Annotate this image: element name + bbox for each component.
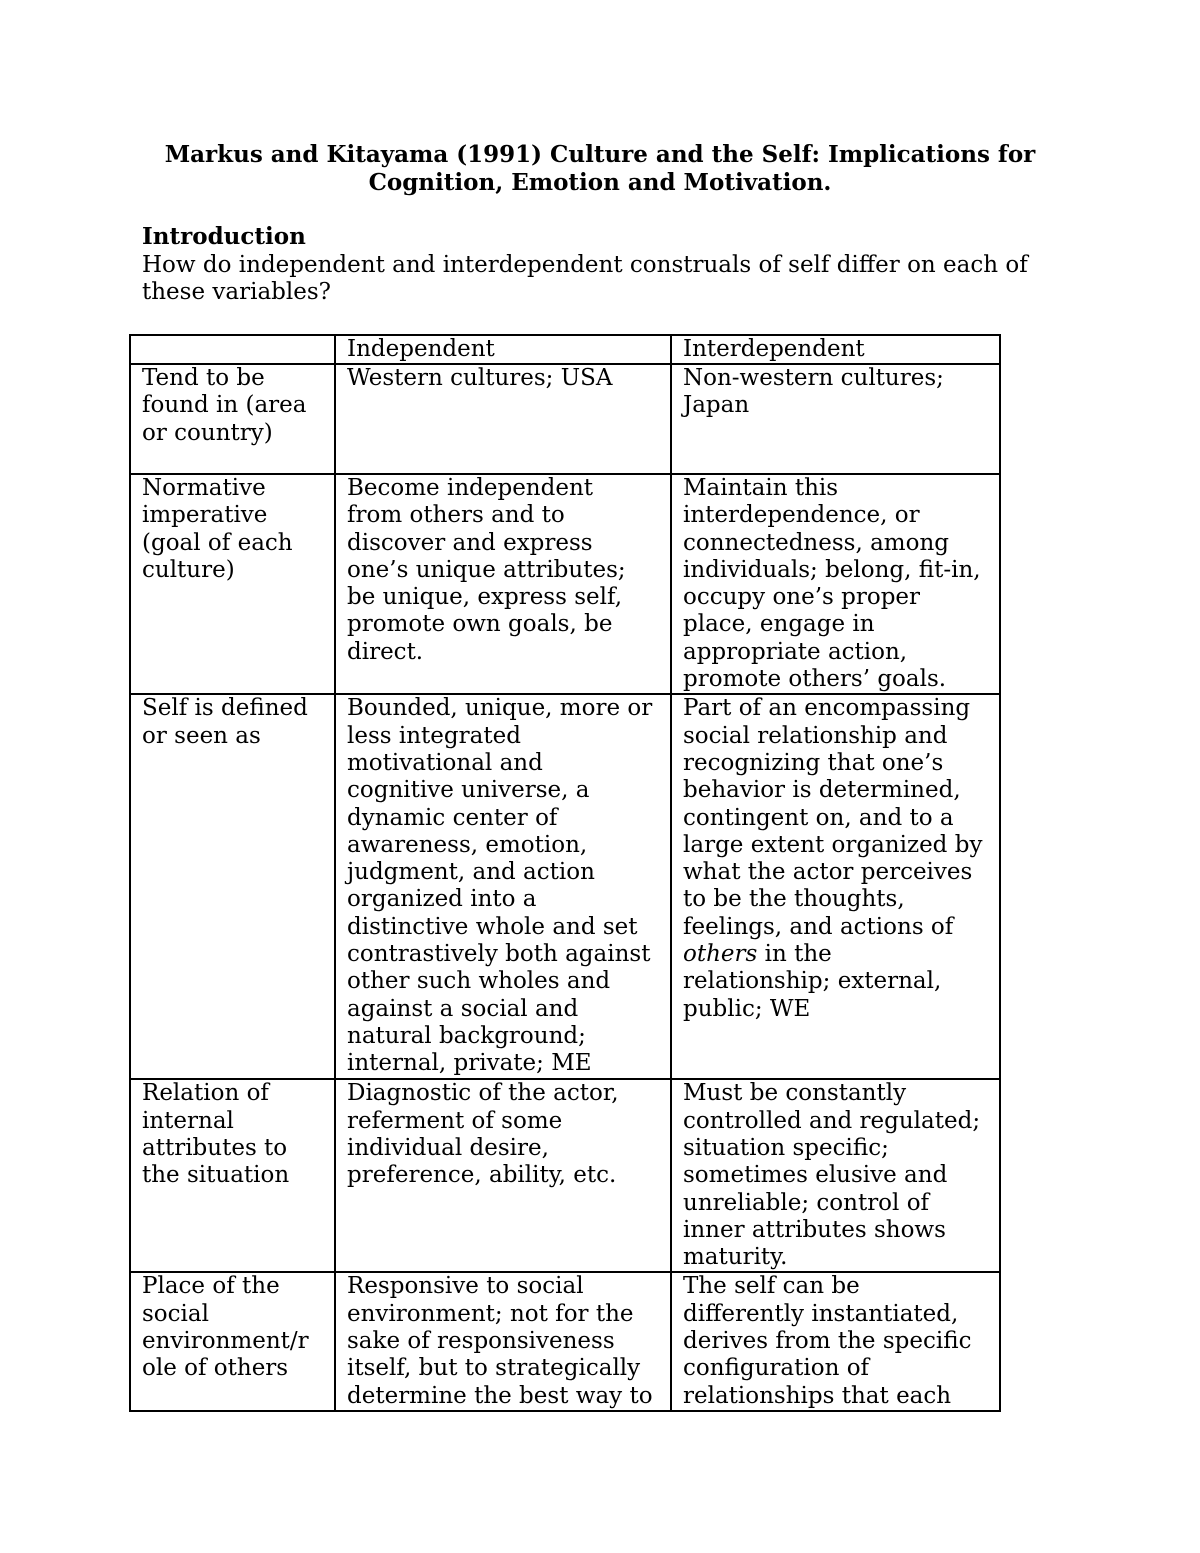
header-cell-interdependent: Interdependent	[671, 335, 1000, 364]
row-label-cell: Normative imperative (goal of each culture)	[130, 474, 335, 694]
comparison-table	[129, 334, 1001, 1412]
intro-question: How do independent and interdependent construals of self differ on each of these variables?	[142, 252, 1028, 305]
interdependent-cell: The self can be differently instantiated, derives from the specific configuration of relationships that each	[671, 1272, 1000, 1410]
row-label-cell: Self is defined or seen as	[130, 694, 335, 1079]
header-cell-empty	[130, 335, 335, 364]
table-header-row	[130, 335, 1000, 364]
independent-cell: Become independent from others and to discover and express one’s unique attributes; be unique, express self, promote own goals, be direct.	[335, 474, 671, 694]
row-label-cell: Tend to be found in (area or country)	[130, 364, 335, 474]
header-cell-independent: Independent	[335, 335, 671, 364]
row-label-cell: Place of the social environment/r ole of others	[130, 1272, 335, 1410]
document-title-line-1: Markus and Kitayama (1991) Culture and the Self: Implications for	[164, 141, 1036, 168]
interdependent-text-before: Part of an encompassing social relationship and recognizing that one’s behavior is determined, contingent on, and to a large extent organized by what the actor perceives to be the thoughts, feelings, and actions of	[683, 695, 983, 940]
interdependent-cell: Non-western cultures; Japan	[671, 364, 1000, 474]
table-row	[130, 694, 1000, 1079]
interdependent-cell	[671, 694, 1000, 1079]
interdependent-cell: Maintain this interdependence, or connectedness, among individuals; belong, fit-in, occupy one’s proper place, engage in appropriate action, promote others’ goals.	[671, 474, 1000, 694]
table-row	[130, 1272, 1000, 1410]
independent-cell: Diagnostic of the actor, referment of some individual desire, preference, ability, etc.	[335, 1079, 671, 1272]
independent-cell: Western cultures; USA	[335, 364, 671, 474]
emphasized-word-others: others	[683, 941, 758, 968]
table-row	[130, 474, 1000, 694]
independent-cell: Responsive to social environment; not for the sake of responsiveness itself, but to strategically determine the best way to	[335, 1272, 671, 1410]
table-row	[130, 364, 1000, 474]
independent-cell: Bounded, unique, more or less integrated motivational and cognitive universe, a dynamic center of awareness, emotion, judgment, and action organized into a distinctive whole and set contrastively both against other such wholes and against a social and natural background; internal, private; ME	[335, 694, 671, 1079]
row-label-cell: Relation of internal attributes to the situation	[130, 1079, 335, 1272]
document-title	[130, 141, 1070, 197]
document-title-line-2: Cognition, Emotion and Motivation.	[368, 169, 832, 196]
section-heading-introduction: Introduction	[142, 223, 306, 250]
table-row	[130, 1079, 1000, 1272]
interdependent-text-after: in the relationship; external, public; WE	[683, 941, 942, 1022]
interdependent-cell: Must be constantly controlled and regulated; situation specific; sometimes elusive and unreliable; control of inner attributes shows maturity.	[671, 1079, 1000, 1272]
